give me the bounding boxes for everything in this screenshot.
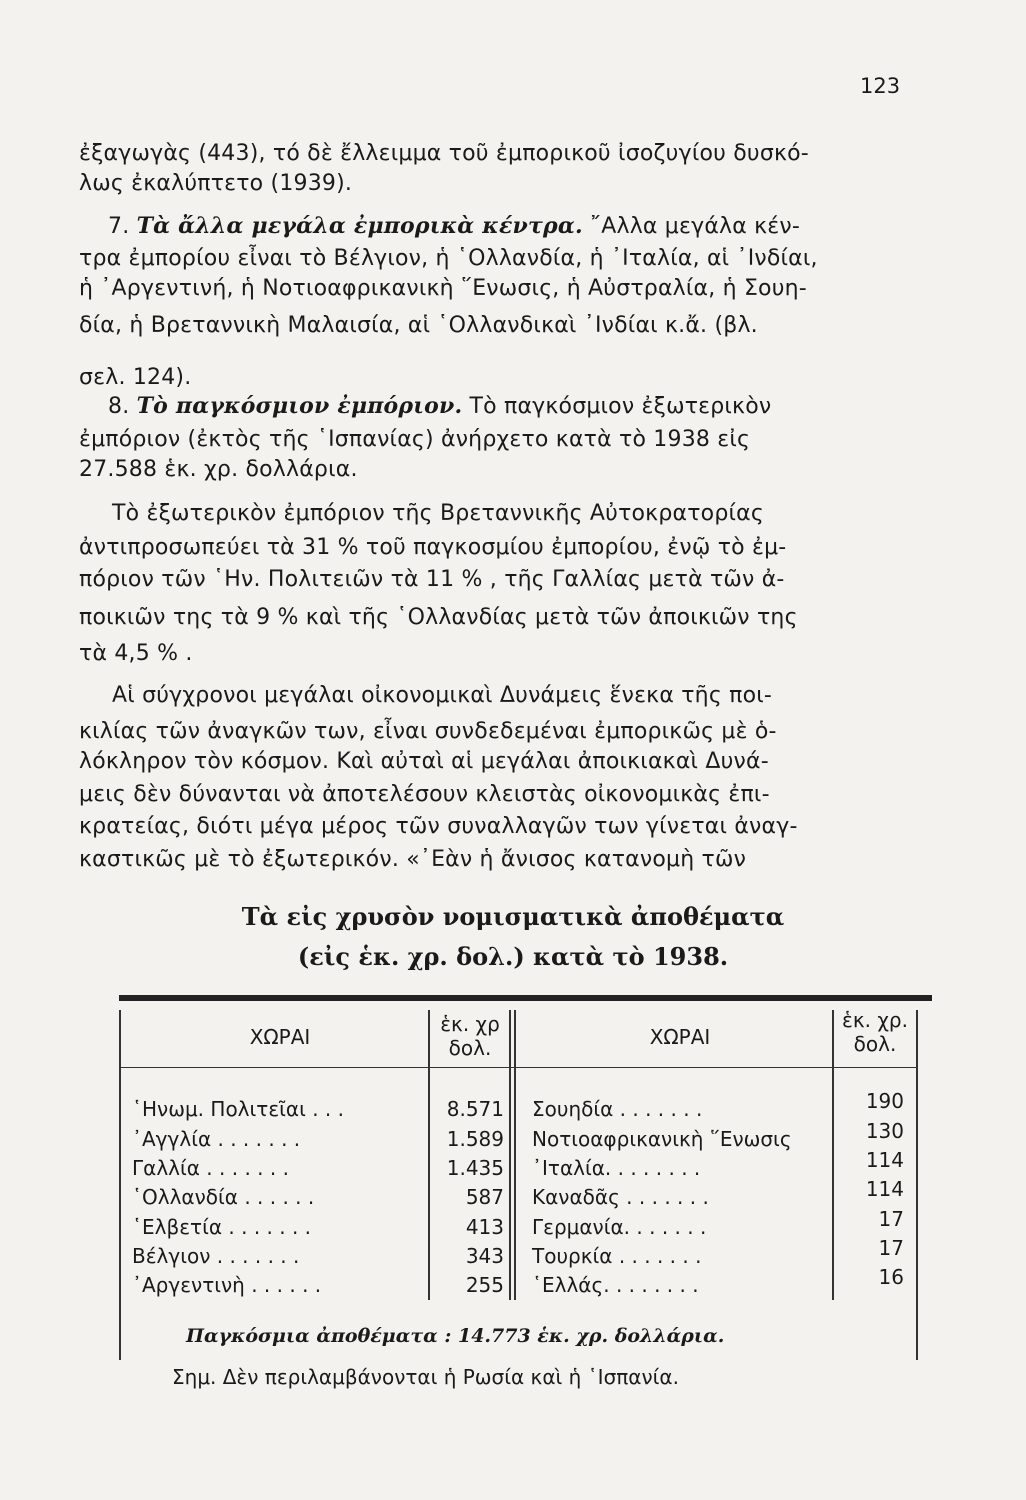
table-header-rule <box>119 1067 916 1068</box>
body-line: μεις δὲν δύνανται νὰ ἀποτελέσουν κλειστὰς οἰκονομικὰς ἐπι- <box>79 782 770 807</box>
right-country-cell: ῾Ελλάς. . . . . . . . <box>532 1273 699 1297</box>
body-line: λόκληρον τὸν κόσμον. Καὶ αὐταὶ αἱ μεγάλαι ἀποικιακαὶ Δυνά- <box>79 749 769 774</box>
body-line: ἡ ᾿Αργεντινή, ἡ Νοτιοαφρικανικὴ ῞Ενωσις, ἡ Αὐστραλία, ἡ Σουη- <box>79 276 807 301</box>
left-country-cell: ᾿Αργεντινὴ . . . . . . <box>132 1273 322 1297</box>
table-divider-d <box>832 1010 834 1300</box>
section-heading-7 <box>108 212 800 241</box>
right-value-cell: 114 <box>865 1177 904 1201</box>
right-value-cell: 17 <box>878 1236 904 1260</box>
table-top-rule <box>119 995 932 1001</box>
table-title-line2: (εἰς ἑκ. χρ. δολ.) κατὰ τὸ 1938. <box>297 942 729 971</box>
table-title-line1: Τὰ εἰς χρυσὸν νομισματικὰ ἀποθέματα <box>241 902 785 931</box>
right-value-cell: 114 <box>865 1148 904 1172</box>
body-line: κρατείας, διότι μέγα μέρος τῶν συναλλαγῶν των γίνεται ἀναγ- <box>79 814 798 839</box>
header-value-left-unit: δολ. <box>448 1036 492 1060</box>
left-country-cell: ῾Ελβετία . . . . . . . <box>132 1215 312 1239</box>
right-value-cell: 16 <box>878 1265 904 1289</box>
header-value-right-unit: δολ. <box>853 1032 897 1056</box>
right-value-cell: 130 <box>865 1119 904 1143</box>
section-number: 7. <box>108 214 130 239</box>
right-value-cell: 17 <box>878 1207 904 1231</box>
right-country-cell: Σουηδία . . . . . . . <box>532 1097 703 1121</box>
left-value-cell: 587 <box>465 1185 504 1209</box>
left-country-cell: Γαλλία . . . . . . . <box>132 1156 289 1180</box>
table-divider-b <box>509 1010 511 1300</box>
header-countries-left: ΧΩΡΑΙ <box>249 1025 311 1049</box>
page-number: 123 <box>860 74 901 98</box>
section-title: Τὰ ἄλλα μεγάλα ἐμπορικὰ κέντρα. <box>136 213 583 239</box>
left-value-cell: 8.571 <box>446 1097 504 1121</box>
left-country-cell: Βέλγιον . . . . . . . <box>132 1244 300 1268</box>
section-text: Τὸ παγκόσμιον ἐξωτερικὸν <box>462 394 772 419</box>
left-country-cell: ῾Ηνωμ. Πολιτεῖαι . . . <box>132 1097 344 1121</box>
left-value-cell: 413 <box>465 1215 504 1239</box>
section-heading-8 <box>108 392 771 421</box>
body-line: λως ἐκαλύπτετο (1939). <box>79 171 353 196</box>
body-line: 27.588 ἑκ. χρ. δολλάρια. <box>79 457 358 482</box>
body-line: καστικῶς μὲ τὸ ἐξωτερικόν. «᾿Εὰν ἡ ἄνισος κατανομὴ τῶν <box>79 847 747 872</box>
left-value-cell: 1.435 <box>446 1156 504 1180</box>
body-line: Τὸ ἐξωτερικὸν ἐμπόριον τῆς Βρεταννικῆς Αὐτοκρατορίας <box>112 501 764 526</box>
table-right-border <box>916 1010 918 1360</box>
body-line: τρα ἐμπορίου εἶναι τὸ Βέλγιον, ἡ ῾Ολλανδία, ἡ ᾿Ιταλία, αἱ ᾿Ινδίαι, <box>79 246 818 271</box>
body-line: ἐμπόριον (ἐκτὸς τῆς ῾Ισπανίας) ἀνήρχετο κατὰ τὸ 1938 εἰς <box>79 427 751 452</box>
table-total: Παγκόσμια ἀποθέματα : 14.773 ἑκ. χρ. δολλάρια. <box>186 1325 725 1347</box>
body-line: ποικιῶν της τὰ 9 % καὶ τῆς ῾Ολλανδίας μετὰ τῶν ἀποικιῶν της <box>79 605 798 630</box>
table-left-border <box>119 1010 121 1360</box>
body-line: κιλίας τῶν ἀναγκῶν των, εἶναι συνδεδεμέναι ἐμπορικῶς μὲ ὁ- <box>79 719 777 744</box>
left-country-cell: ᾿Αγγλία . . . . . . . <box>132 1127 301 1151</box>
right-value-cell: 190 <box>865 1089 904 1113</box>
left-value-cell: 1.589 <box>446 1127 504 1151</box>
right-country-cell: ᾿Ιταλία. . . . . . . . <box>532 1156 701 1180</box>
right-country-cell: Τουρκία . . . . . . . <box>532 1244 702 1268</box>
table-note: Σημ. Δὲν περιλαμβάνονται ἡ Ρωσία καὶ ἡ ῾Ισπανία. <box>172 1365 679 1389</box>
right-country-cell: Νοτιοαφρικανικὴ ῞Ενωσις <box>532 1127 792 1151</box>
header-value-right: ἑκ. χρ. <box>842 1008 908 1032</box>
left-value-cell: 255 <box>465 1273 504 1297</box>
body-line: πόριον τῶν ῾Ην. Πολιτειῶν τὰ 11 % , τῆς Γαλλίας μετὰ τῶν ἀ- <box>79 567 785 592</box>
body-line: σελ. 124). <box>79 365 192 390</box>
right-country-cell: Γερμανία. . . . . . . <box>532 1215 707 1239</box>
section-title: Τὸ παγκόσμιον ἐμπόριον. <box>136 393 463 419</box>
body-line: ἀντιπροσωπεύει τὰ 31 % τοῦ παγκοσμίου ἐμπορίου, ἐνῷ τὸ ἐμ- <box>79 535 787 560</box>
body-line: τὰ 4,5 % . <box>79 641 193 666</box>
header-countries-right: ΧΩΡΑΙ <box>649 1025 711 1049</box>
body-line: Αἱ σύγχρονοι μεγάλαι οἰκονομικαὶ Δυνάμεις ἕνεκα τῆς ποι- <box>112 683 773 708</box>
table-divider-c <box>514 1010 516 1300</box>
section-number: 8. <box>108 394 130 419</box>
body-line: δία, ἡ Βρεταννικὴ Μαλαισία, αἱ ῾Ολλανδικαὶ ᾿Ινδίαι κ.ἄ. (βλ. <box>79 313 758 338</box>
left-value-cell: 343 <box>465 1244 504 1268</box>
section-text: ῎Αλλα μεγάλα κέν- <box>582 214 801 239</box>
right-country-cell: Καναδᾶς . . . . . . . <box>532 1185 709 1209</box>
left-country-cell: ῾Ολλανδία . . . . . . <box>132 1185 315 1209</box>
body-line: ἐξαγωγὰς (443), τό δὲ ἔλλειμμα τοῦ ἐμπορικοῦ ἰσοζυγίου δυσκό- <box>79 141 809 166</box>
header-value-left: ἑκ. χρ <box>440 1012 500 1036</box>
